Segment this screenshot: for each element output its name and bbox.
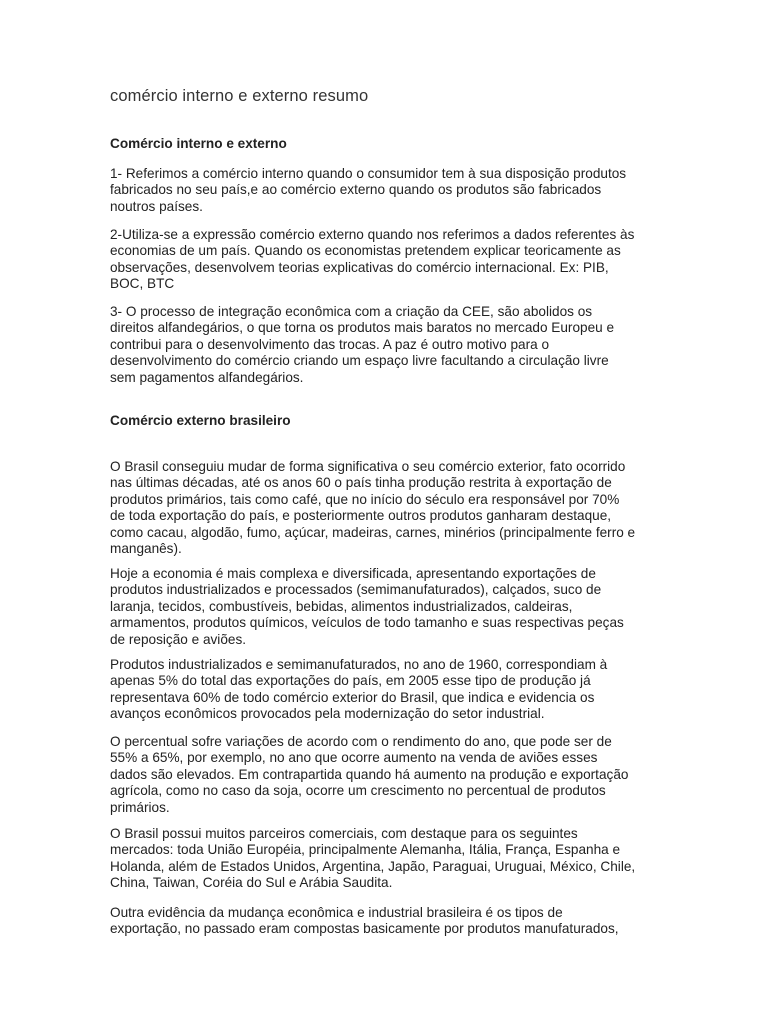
text-line: noutros países.	[110, 198, 203, 214]
text-line: Hoje a economia é mais complexa e diversificada, apresentando exportações de	[110, 566, 596, 581]
text-line: apenas 5% do total das exportações do país, em 2005 esse tipo de produção já	[110, 673, 591, 689]
text-line: representava 60% de todo comércio exterior do Brasil, que indica e evidencia os	[110, 689, 595, 705]
text-line: fabricados no seu país,e ao comércio externo quando os produtos são fabricados	[110, 182, 602, 198]
text-line: BOC, BTC	[110, 276, 175, 292]
text-line: 3- O processo de integração econômica com a criação da CEE, são abolidos os	[110, 304, 593, 319]
text-line: manganês).	[110, 541, 182, 557]
paragraph-brasileiro-4	[110, 734, 670, 816]
text-line: produtos primários, tais como café, que no início do século era responsável por 70%	[110, 491, 620, 507]
text-line: mercados: toda União Européia, principalmente Alemanha, Itália, França, Espanha e	[110, 842, 621, 858]
paragraph-interno-1	[110, 166, 670, 215]
section-heading-comercio-externo-brasileiro: Comércio externo brasileiro	[110, 413, 291, 428]
text-line: de toda exportação do país, e posteriormente outros produtos ganharam destaque,	[110, 508, 612, 524]
paragraph-brasileiro-6	[110, 905, 670, 938]
text-line: 55% a 65%, por exemplo, no ano que ocorre aumento na venda de aviões esses	[110, 750, 598, 766]
text-line: economias de um país. Quando os economistas pretendem explicar teoricamente as	[110, 243, 621, 259]
text-line: O Brasil possui muitos parceiros comerciais, com destaque para os seguintes	[110, 826, 578, 841]
paragraph-brasileiro-5	[110, 826, 670, 892]
text-line: como cacau, algodão, fumo, açúcar, madeiras, carnes, minérios (principalmente ferro e	[110, 524, 636, 540]
text-line: contribui para o desenvolvimento das trocas. A paz é outro motivo para o	[110, 336, 550, 352]
paragraph-brasileiro-3	[110, 657, 670, 723]
paragraph-interno-2	[110, 227, 670, 293]
text-line: sem pagamentos alfandegários.	[110, 369, 304, 385]
text-line: armamentos, produtos químicos, veículos de todo tamanho e suas respectivas peças	[110, 615, 624, 631]
section-heading-comercio-interno-externo: Comércio interno e externo	[110, 136, 287, 151]
text-line: Produtos industrializados e semimanufaturados, no ano de 1960, correspondiam à	[110, 657, 608, 672]
text-line: agrícola, como no caso da soja, ocorre um crescimento no percentual de produtos	[110, 783, 606, 799]
text-line: avanços econômicos provocados pela modernização do setor industrial.	[110, 706, 545, 722]
text-line: produtos industrializados e processados (semimanufaturados), calçados, suco de	[110, 582, 602, 598]
paragraph-interno-3	[110, 304, 670, 386]
text-line: Outra evidência da mudança econômica e industrial brasileira é os tipos de	[110, 905, 563, 920]
text-line: observações, desenvolvem teorias explicativas do comércio internacional. Ex: PIB,	[110, 259, 609, 275]
text-line: 1- Referimos a comércio interno quando o consumidor tem à sua disposição produtos	[110, 166, 627, 181]
text-line: O Brasil conseguiu mudar de forma significativa o seu comércio exterior, fato ocorrido	[110, 459, 626, 474]
text-line: exportação, no passado eram compostas basicamente por produtos manufaturados,	[110, 921, 619, 937]
text-line: direitos alfandegários, o que torna os produtos mais baratos no mercado Europeu e	[110, 320, 615, 336]
paragraph-brasileiro-1	[110, 459, 670, 557]
text-line: dados são elevados. Em contrapartida quando há aumento na produção e exportação	[110, 766, 629, 782]
text-line: nas últimas décadas, até os anos 60 o país tinha produção restrita à exportação de	[110, 475, 612, 491]
text-line: laranja, tecidos, combustíveis, bebidas, alimentos industrializados, caldeiras,	[110, 598, 573, 614]
text-line: de reposição e aviões.	[110, 631, 247, 647]
text-line: O percentual sofre variações de acordo com o rendimento do ano, que pode ser de	[110, 734, 612, 749]
text-line: China, Taiwan, Coréia do Sul e Arábia Saudita.	[110, 875, 393, 891]
paragraph-brasileiro-2	[110, 566, 670, 648]
text-line: primários.	[110, 799, 170, 815]
document-title: comércio interno e externo resumo	[110, 87, 369, 105]
text-line: 2-Utiliza-se a expressão comércio externo quando nos referimos a dados referentes às	[110, 227, 635, 242]
text-line: Holanda, além de Estados Unidos, Argentina, Japão, Paraguai, Uruguai, México, Chile,	[110, 858, 636, 874]
text-line: desenvolvimento do comércio criando um espaço livre facultando a circulação livre	[110, 353, 609, 369]
